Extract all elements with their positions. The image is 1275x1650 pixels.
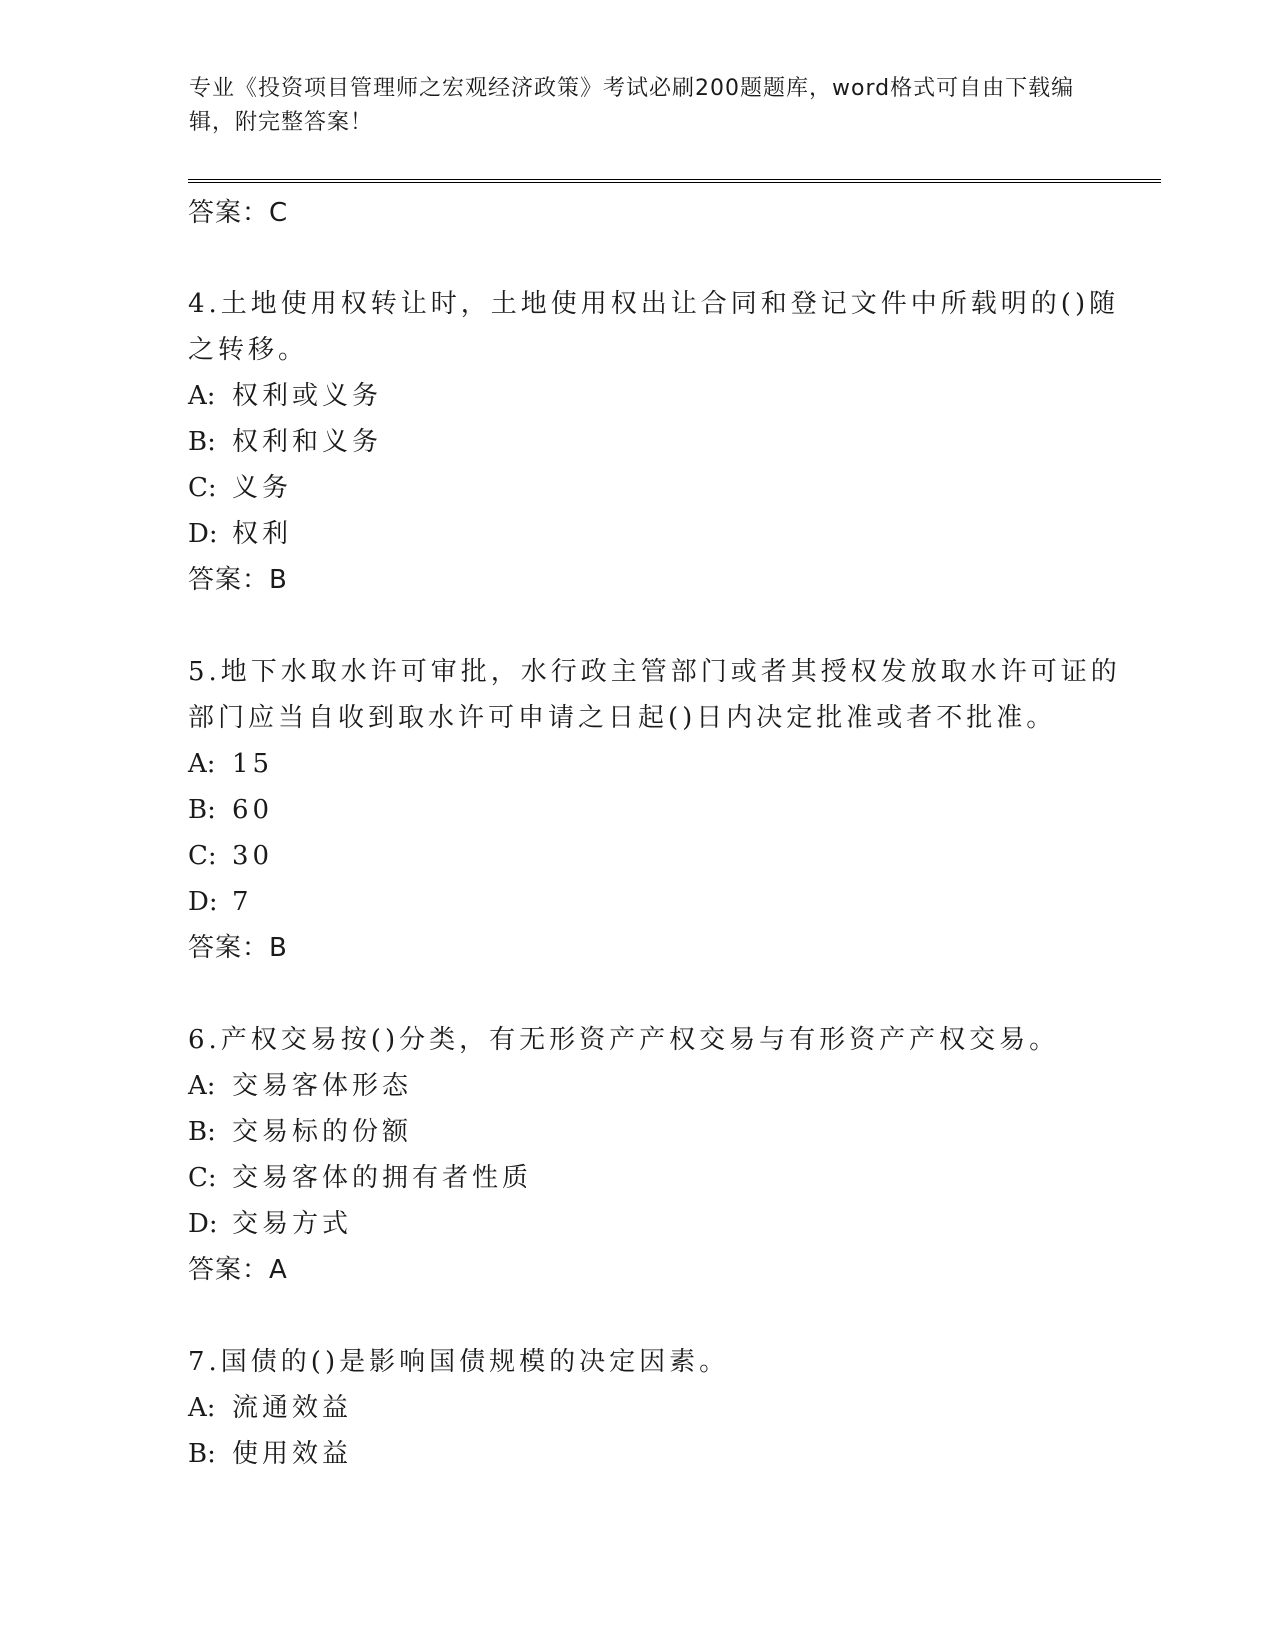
option-letter: C: xyxy=(188,841,217,871)
option-letter: D: xyxy=(188,519,218,549)
question-text: 4.土地使用权转让时，土地使用权出让合同和登记文件中所载明的()随之转移。 xyxy=(188,289,1120,365)
option-b xyxy=(188,1109,1128,1155)
option-letter: A: xyxy=(188,381,216,411)
option-d xyxy=(188,511,1128,557)
question-block xyxy=(188,1339,1128,1477)
option-letter: A: xyxy=(188,749,216,779)
option-text: 义务 xyxy=(232,473,293,503)
document-body xyxy=(188,190,1128,1523)
answer-line: 答案：B xyxy=(188,565,288,595)
option-letter: D: xyxy=(188,1209,218,1239)
option-text: 权利和义务 xyxy=(232,427,383,457)
option-text: 60 xyxy=(232,795,274,825)
question-block xyxy=(188,1017,1128,1293)
option-b xyxy=(188,419,1128,465)
option-a xyxy=(188,373,1128,419)
option-a xyxy=(188,741,1128,787)
option-d xyxy=(188,1201,1128,1247)
option-text: 权利或义务 xyxy=(232,381,383,411)
option-text: 7 xyxy=(232,887,253,917)
option-letter: B: xyxy=(188,427,216,457)
answer-line: 答案：C xyxy=(188,198,289,228)
option-c xyxy=(188,833,1128,879)
option-text: 15 xyxy=(232,749,274,779)
option-text: 交易客体形态 xyxy=(232,1071,413,1101)
option-b xyxy=(188,1431,1128,1477)
option-letter: C: xyxy=(188,1163,217,1193)
question-text: 6.产权交易按()分类，有无形资产产权交易与有形资产产权交易。 xyxy=(188,1025,1060,1055)
question-block xyxy=(188,649,1128,971)
option-letter: C: xyxy=(188,473,217,503)
option-text: 使用效益 xyxy=(232,1439,353,1469)
option-letter: B: xyxy=(188,1117,216,1147)
option-text: 交易标的份额 xyxy=(232,1117,413,1147)
answer-line: 答案：A xyxy=(188,1255,288,1285)
question-block xyxy=(188,281,1128,603)
option-c xyxy=(188,465,1128,511)
option-b xyxy=(188,787,1128,833)
header-divider xyxy=(188,179,1161,183)
option-letter: B: xyxy=(188,1439,216,1469)
question-text: 5.地下水取水许可审批，水行政主管部门或者其授权发放取水许可证的部门应当自收到取水许可申请之日起()日内决定批准或者不批准。 xyxy=(188,657,1121,733)
option-a xyxy=(188,1063,1128,1109)
option-letter: A: xyxy=(188,1393,216,1423)
option-text: 交易客体的拥有者性质 xyxy=(232,1163,533,1193)
option-text: 流通效益 xyxy=(232,1393,353,1423)
option-letter: B: xyxy=(188,795,216,825)
option-letter: A: xyxy=(188,1071,216,1101)
question-text: 7.国债的()是影响国债规模的决定因素。 xyxy=(188,1347,730,1377)
option-letter: D: xyxy=(188,887,218,917)
option-d xyxy=(188,879,1128,925)
answer-line: 答案：B xyxy=(188,933,288,963)
option-text: 30 xyxy=(232,841,274,871)
option-c xyxy=(188,1155,1128,1201)
page-header-title: 专业《投资项目管理师之宏观经济政策》考试必刷200题题库，word格式可自由下载编辑，附完整答案！ xyxy=(189,76,1075,135)
option-text: 权利 xyxy=(232,519,293,549)
option-a xyxy=(188,1385,1128,1431)
option-text: 交易方式 xyxy=(232,1209,353,1239)
